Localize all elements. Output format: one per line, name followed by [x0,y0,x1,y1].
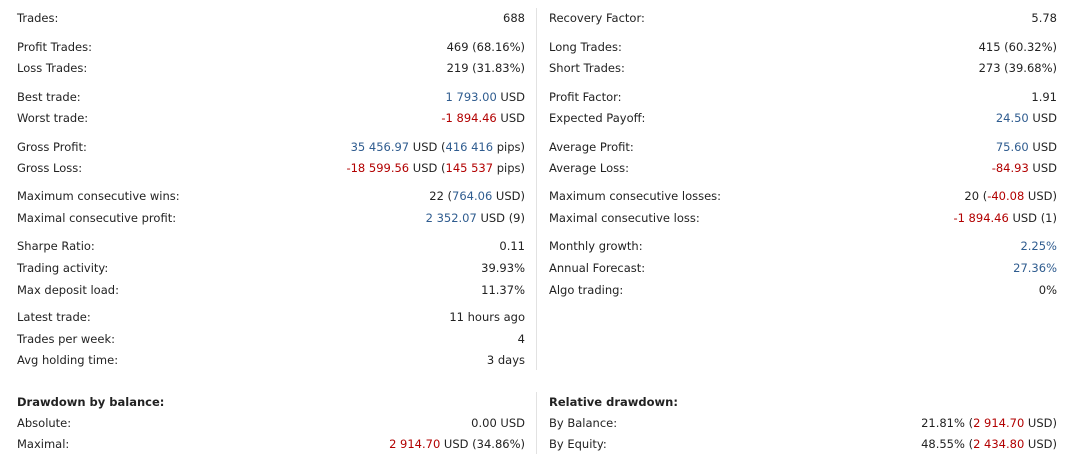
value-text: USD [1028,161,1057,175]
value-text: 22 ( [429,189,453,203]
value-text: 1.91 [1031,90,1057,104]
value-text: USD (9) [476,211,525,225]
positive-value: 1 793.00 [445,90,497,104]
stat-label: Recovery Factor: [549,11,645,25]
value-text: 4 [517,332,525,346]
value-text: 11 hours ago [449,310,525,324]
stat-value [426,210,525,226]
stat-label: Monthly growth: [549,239,643,253]
negative-value: 145 537 [445,161,494,175]
stat-value [449,309,525,325]
stat-row-maximal-consecutive-loss [549,210,1057,226]
drawdown-section-title [549,394,1057,410]
negative-value: 2 914.70 [973,416,1025,430]
value-text: 0.11 [499,239,525,253]
stat-label: Maximal: [17,437,70,451]
stat-row-maximal [17,436,525,452]
left-stats-panel [17,0,525,459]
stat-label: Average Loss: [549,161,629,175]
value-text: USD [496,111,525,125]
stat-label: Maximum consecutive losses: [549,189,722,203]
stat-row-avg-holding-time [17,352,525,368]
stat-label: Loss Trades: [17,61,88,75]
stat-row-max-deposit-load [17,282,525,298]
value-text: 688 [503,11,525,25]
stat-label: Maximal consecutive profit: [17,211,177,225]
stat-label: Sharpe Ratio: [17,239,95,253]
stat-value [979,39,1057,55]
stat-row-recovery-factor [549,10,1057,26]
right-stats-panel [549,0,1057,459]
value-text: pips) [493,140,525,154]
stat-value [351,139,525,155]
stat-row-annual-forecast [549,260,1057,276]
value-text: USD ( [409,140,446,154]
value-text: 469 (68.16%) [446,40,525,54]
negative-value: -18 599.56 [346,161,410,175]
stat-value [992,160,1057,176]
stat-row-profit-trades [17,39,525,55]
stat-label: By Balance: [549,416,618,430]
stat-label: Profit Factor: [549,90,622,104]
stat-label: Gross Profit: [17,140,87,154]
stat-label: Short Trades: [549,61,625,75]
stat-value [1031,89,1057,105]
stat-label: Absolute: [17,416,72,430]
stat-row-maximal-consecutive-profit [17,210,525,226]
stat-row-long-trades [549,39,1057,55]
value-text: 0% [1038,283,1057,297]
value-text: USD (1) [1008,211,1057,225]
negative-value: -1 894.46 [441,111,497,125]
value-text: USD [496,90,525,104]
stat-row-by-equity [549,436,1057,452]
value-text: 39.93% [481,261,525,275]
stat-row-by-balance [549,415,1057,431]
stat-label: Expected Payoff: [549,111,646,125]
column-divider [536,8,537,370]
stat-label: Annual Forecast: [549,261,646,275]
stat-value [1020,238,1057,254]
stat-label: Profit Trades: [17,40,93,54]
value-text: USD) [492,189,525,203]
value-text: 11.37% [481,283,525,297]
negative-value: -1 894.46 [953,211,1009,225]
negative-value: -40.08 [987,189,1025,203]
stat-value [441,110,525,126]
stat-row-average-loss [549,160,1057,176]
stat-label: Long Trades: [549,40,622,54]
value-text: 20 ( [964,189,988,203]
value-text: 48.55% ( [921,437,974,451]
negative-value: 2 914.70 [389,437,441,451]
stat-value [487,352,525,368]
stat-value [953,210,1057,226]
value-text: USD ( [409,161,446,175]
value-text: pips) [493,161,525,175]
stat-label: Max deposit load: [17,283,119,297]
stat-label: Avg holding time: [17,353,119,367]
negative-value: -84.93 [991,161,1029,175]
positive-value: 764.06 [452,189,493,203]
value-text: 0.00 USD [471,416,525,430]
positive-value: 2 352.07 [425,211,477,225]
stat-label: Trading activity: [17,261,109,275]
stat-value [1031,10,1057,26]
value-text: 415 (60.32%) [978,40,1057,54]
stat-label: Maximum consecutive wins: [17,189,180,203]
stat-value [447,39,525,55]
positive-value: 2.25% [1020,239,1057,253]
value-text: 3 days [486,353,525,367]
section-title-text: Drawdown by balance: [17,395,165,409]
stat-value [481,260,525,276]
positive-value: 416 416 [445,140,494,154]
stat-value [518,331,525,347]
stat-label: Worst trade: [17,111,89,125]
stat-label: Gross Loss: [17,161,83,175]
stat-row-maximum-consecutive-wins [17,188,525,204]
stat-row-trades [17,10,525,26]
value-text: USD (34.86%) [440,437,525,451]
stat-value [499,238,525,254]
stat-row-loss-trades [17,60,525,76]
stat-row-profit-factor [549,89,1057,105]
stat-row-sharpe-ratio [17,238,525,254]
stat-value [996,110,1057,126]
stat-label: Maximal consecutive loss: [549,211,700,225]
stat-value [447,60,525,76]
stat-row-expected-payoff [549,110,1057,126]
value-text: USD [1028,140,1057,154]
value-text: 273 (39.68%) [978,61,1057,75]
stat-value [471,415,525,431]
stat-row-average-profit [549,139,1057,155]
stat-row-best-trade [17,89,525,105]
value-text: USD) [1024,437,1057,451]
stat-label: By Equity: [549,437,607,451]
value-text: 219 (31.83%) [446,61,525,75]
stat-value [921,436,1057,452]
negative-value: 2 434.80 [973,437,1025,451]
positive-value: 35 456.97 [350,140,410,154]
stat-value [964,188,1057,204]
value-text: USD) [1024,416,1057,430]
stat-value [446,89,525,105]
stat-label: Latest trade: [17,310,91,324]
stat-value [481,282,525,298]
stat-row-trades-per-week [17,331,525,347]
stat-row-algo-trading [549,282,1057,298]
stat-row-maximum-consecutive-losses [549,188,1057,204]
stat-value [429,188,525,204]
stat-label: Trades per week: [17,332,115,346]
stat-value [346,160,525,176]
stat-value [389,436,525,452]
stat-value [996,139,1057,155]
stat-row-latest-trade [17,309,525,325]
section-title-text: Relative drawdown: [549,395,678,409]
stat-row-monthly-growth [549,238,1057,254]
stat-row-absolute [17,415,525,431]
stat-value [503,10,525,26]
stat-label: Average Profit: [549,140,634,154]
value-text: 21.81% ( [921,416,974,430]
stat-row-gross-profit [17,139,525,155]
stat-label: Best trade: [17,90,81,104]
stat-row-gross-loss [17,160,525,176]
stat-value [1013,260,1057,276]
value-text: 5.78 [1031,11,1057,25]
stat-row-trading-activity [17,260,525,276]
stat-label: Trades: [17,11,59,25]
stat-value [921,415,1057,431]
stat-row-short-trades [549,60,1057,76]
stat-value [979,60,1057,76]
stat-value [1039,282,1057,298]
value-text: USD [1028,111,1057,125]
value-text: USD) [1024,189,1057,203]
positive-value: 27.36% [1013,261,1057,275]
positive-value: 75.60 [995,140,1029,154]
stat-row-worst-trade [17,110,525,126]
drawdown-section-title [17,394,525,410]
positive-value: 24.50 [995,111,1029,125]
stat-label: Algo trading: [549,283,624,297]
drawdown-column-divider [536,392,537,454]
